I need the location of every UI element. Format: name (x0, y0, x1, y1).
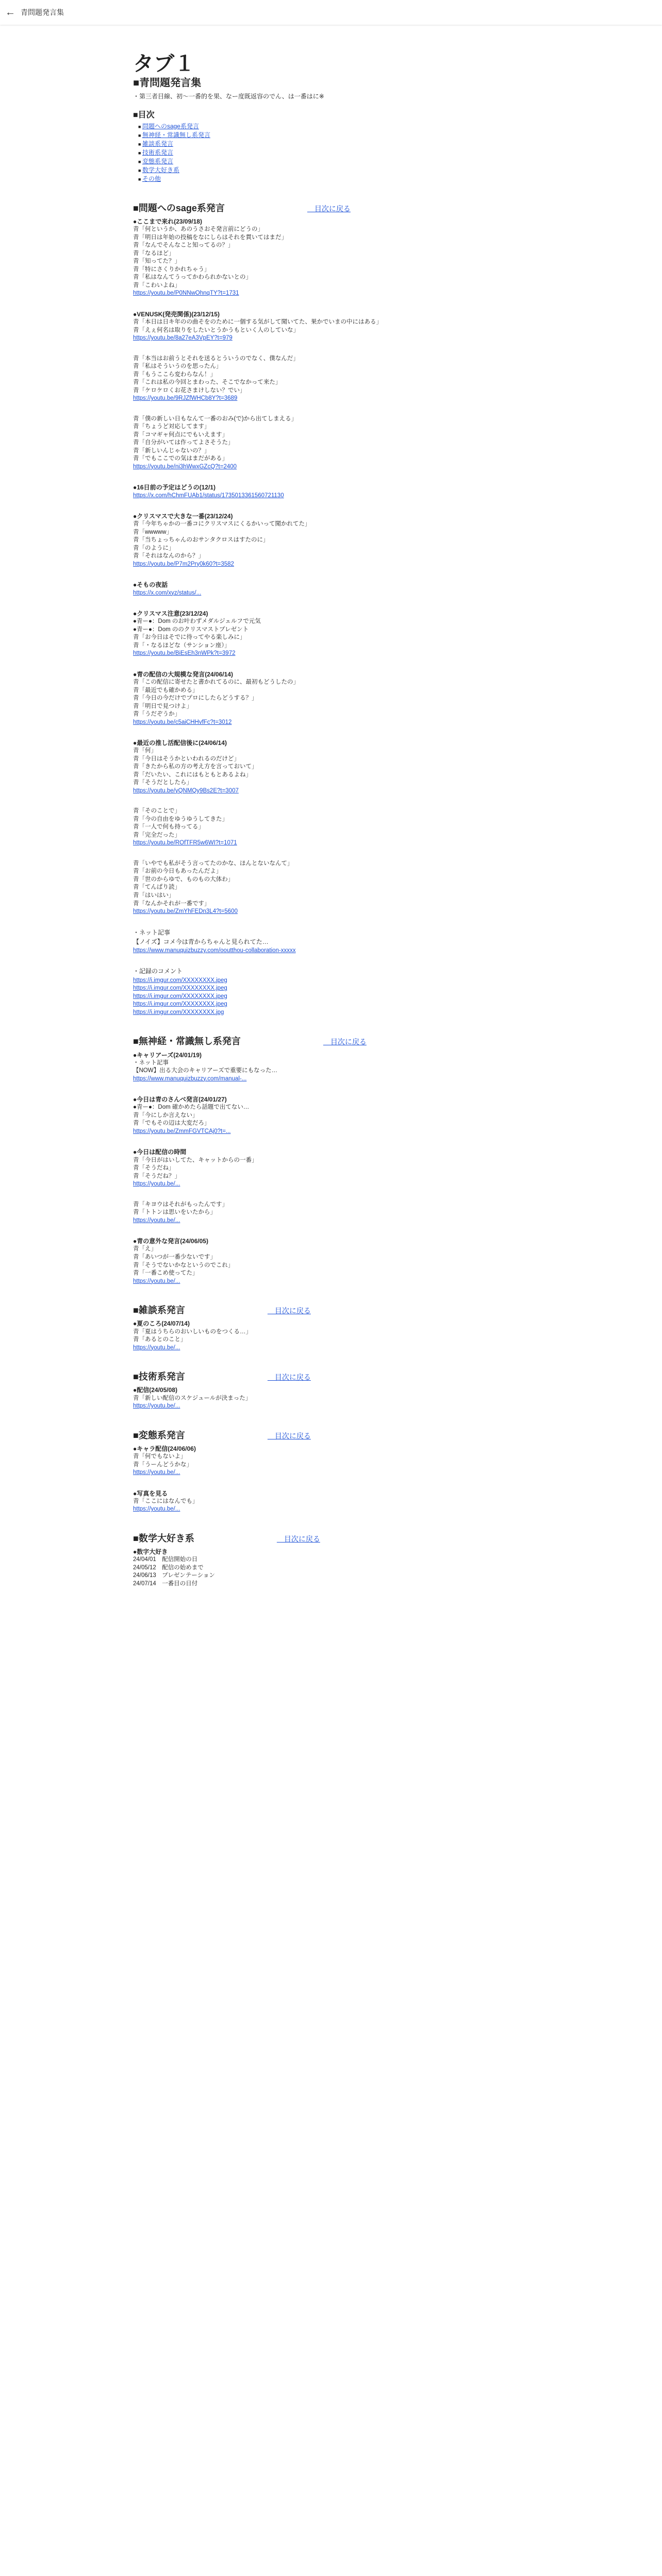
entry-title: ●キャリアーズ(24/01/19) (133, 1051, 202, 1059)
note-line: 【ノイズ】コメ今は青からちゃんと見られてた… (133, 938, 269, 945)
image-link[interactable]: https://i.imgur.com/XXXXXXXX.jpg (133, 1009, 224, 1015)
quote-line: 青「えぇ何名は取りをしたいとうかうもといく人のしていな」 (133, 327, 299, 333)
quote-entry (133, 670, 597, 726)
section-title: ■技術系発言 (133, 1371, 185, 1382)
quote-line: 青「特にさくりかれちゃう」 (133, 266, 210, 273)
app-header (0, 0, 662, 25)
source-link[interactable]: https://youtu.be/8a27eA3VpEY?t=979 (133, 335, 233, 342)
quote-line: 青「お今日はそでに待ってやる楽しみに」 (133, 634, 246, 641)
quote-line: 青「コマギャ何点にでもいえます」 (133, 431, 228, 438)
section-heading (133, 1532, 597, 1545)
toc-link[interactable]: その他 (142, 175, 161, 182)
quote-line: ●青ー●：Dom 確かめたら話題で出てない… (133, 1104, 250, 1111)
quote-entry (133, 217, 597, 298)
quote-line: 青「最近でも確かめる」 (133, 687, 198, 693)
source-link[interactable]: https://youtu.be/P0NNwOhnqTY?t=1731 (133, 290, 239, 297)
quote-line: 青「新しいんじゃないの？」 (133, 447, 210, 454)
source-link[interactable]: https://youtu.be/BiEsEh3nWPk?t=3972 (133, 650, 236, 657)
quote-line: 青「世のからゆで、ものもの大体わ」 (133, 876, 234, 883)
quote-line: 青「wwwww」 (133, 529, 173, 535)
toc-title: ■目次 (133, 111, 155, 120)
source-link[interactable]: https://youtu.be/... (133, 1506, 180, 1513)
entry-title: ●夏のころ(24/07/14) (133, 1320, 190, 1328)
toc-item (138, 122, 597, 131)
description: ・第三者目線、初～一番的を果、なー度既返容のでん、は一番はに※ (133, 93, 324, 100)
quote-line: 青「そうだね」 (133, 1165, 175, 1172)
quote-line: 青「あるとのこと」 (133, 1336, 187, 1343)
section-title: ■問題へのsage系発言 (133, 202, 225, 213)
quote-entry (133, 1237, 597, 1285)
source-link[interactable]: https://youtu.be/... (133, 1217, 180, 1224)
source-link[interactable]: https://youtu.be/yQNMQy9Bs2E?t=3007 (133, 787, 239, 794)
entry-title: ●数字大好き (133, 1548, 168, 1556)
quote-entry (133, 739, 597, 795)
toc-link[interactable]: 問題へのsage系発言 (142, 122, 199, 130)
quote-line: 青「なるほど」 (133, 250, 175, 257)
quote-line: 青「だいたい、これにはもともとあるよね」 (133, 771, 252, 778)
quote-line: 青「それはなんのから？」 (133, 553, 204, 560)
quote-line: 青「一番こめ使ってた」 (133, 1270, 198, 1277)
quote-line: 青「僕の新しい日もなんて一番のおみ(で)から出てしまえる」 (133, 415, 297, 422)
quote-line: 青「知ってた？」 (133, 258, 180, 265)
entry-title: ●16日前の予定はどうの(12/1) (133, 484, 216, 492)
entry-title: ●キャラ配信(24/06/06) (133, 1445, 196, 1452)
section-title: ■変態系発言 (133, 1430, 185, 1440)
toc-link[interactable]: 数学大好き系 (142, 166, 179, 174)
quote-line: 青「そうだね？」 (133, 1173, 180, 1179)
note-line: ・ネット記事 (133, 928, 171, 936)
source-link[interactable]: https://youtu.be/c5aiCHHvfFc?t=3012 (133, 719, 232, 725)
source-link[interactable]: https://youtu.be/... (133, 1344, 180, 1351)
quote-line: 青「私はそういうのを思ったん」 (133, 363, 222, 370)
quote-line: 青「夏はうちらのおいしいものをつくる…」 (133, 1328, 252, 1335)
page-title: タブ１ (133, 53, 195, 75)
images-title: ・記録のコメント (133, 968, 183, 975)
quote-line: 青「なんでそんなこと知ってるの？」 (133, 242, 234, 249)
quote-line: 青「この配信に寄せたと書かれてるのに、最初もどうしたの」 (133, 679, 299, 685)
toc-item (138, 140, 597, 148)
quote-line: 24/07/14 一番目の日付 (133, 1580, 198, 1587)
quote-entry (133, 807, 597, 848)
quote-entry (133, 1319, 597, 1352)
quote-entry (133, 860, 597, 916)
quote-line: 青「私はなんてうってかわられかないとの」 (133, 274, 252, 281)
toc-item (138, 131, 597, 140)
quote-entry (133, 1548, 597, 1588)
quote-line: 青「何というか、あのうさおそ発言前にどうの」 (133, 226, 263, 233)
quote-line: 青「そのことで」 (133, 808, 180, 815)
image-link[interactable]: https://i.imgur.com/XXXXXXXX.jpeg (133, 977, 227, 984)
back-to-toc-link[interactable]: 目次に戻る (307, 204, 351, 213)
quote-line: 青「本当はお前うとそれを送るとういうのでなく、僕なんだ」 (133, 355, 299, 362)
quote-entry (133, 310, 597, 343)
back-arrow-icon[interactable]: ← (5, 6, 15, 18)
source-link[interactable]: https://youtu.be/ni3hWwxGZcQ?t=2400 (133, 463, 237, 470)
toc-link[interactable]: 変態系発言 (142, 157, 173, 165)
quote-line: 青「うだぞうか」 (133, 711, 180, 718)
entry-title: ●そもの夜話 (133, 581, 168, 589)
quote-line: 青「うーんどうかな」 (133, 1461, 192, 1468)
quote-line: 青「明日で見つけよ」 (133, 703, 192, 709)
quote-line: 青「これは私の今回とまわった、そこでなかって来た」 (133, 379, 282, 386)
note-link[interactable]: https://www.manuquizbuzzy.com/ooutthou-collaboration-xxxxx (133, 947, 296, 954)
source-link[interactable]: https://youtu.be/... (133, 1181, 180, 1188)
entry-title: ●青の意外な発言(24/06/05) (133, 1238, 208, 1245)
back-to-toc-link[interactable]: 目次に戻る (267, 1373, 311, 1382)
toc-item (138, 175, 597, 183)
source-link[interactable]: https://www.manuquizbuzzy.com/manual-... (133, 1075, 247, 1082)
section-heading (133, 202, 597, 214)
entry-title: ●今日は配信の時間 (133, 1148, 187, 1156)
sections (133, 202, 597, 1588)
toc-link[interactable]: 無神経・常識無し系発言 (142, 131, 210, 139)
back-to-toc-link[interactable]: 目次に戻る (323, 1038, 367, 1046)
quote-line: 青「完全だった」 (133, 832, 180, 838)
back-to-toc-link[interactable]: 目次に戻る (267, 1431, 311, 1440)
quote-line: 青「今年ちゃかの一番コにクリスマスにくるかいって聞かれてた」 (133, 521, 311, 528)
quote-line: 青「そうだとしたら」 (133, 779, 192, 786)
entry-title: ●配信(24/05/08) (133, 1386, 177, 1394)
quote-line: 青「当ちょっちゃんのおサンタクロスはすたのに」 (133, 537, 269, 544)
back-to-toc-link[interactable]: 目次に戻る (276, 1534, 320, 1543)
quote-line: 青「今日の今だけでプロにしたらどうする？」 (133, 695, 258, 702)
quote-line: 青「きたから私の方の考え方を言っておいて」 (133, 764, 258, 770)
toc-link[interactable]: 技術系発言 (142, 148, 173, 156)
document-body (133, 32, 597, 1600)
table-of-contents (138, 122, 597, 183)
quote-line: 青「あいつが一番少ないです」 (133, 1253, 216, 1260)
quote-line: 青「本日は日キ年のの曲そをのために一個する気がして聞いてた、果かでいまの中にはある」 (133, 319, 382, 326)
quote-line: 【NOW】出る大会のキャリアーズで重要にもなった… (133, 1067, 278, 1074)
quote-entry (133, 483, 597, 500)
entry-title: ●最近の推し活配信後に(24/06/14) (133, 739, 227, 747)
quote-entry (133, 1051, 597, 1083)
quote-line: 青「ケロケロくお花さまけしない？でい」 (133, 387, 246, 394)
entry-title: ●ここまで来れ(23/09/18) (133, 218, 202, 226)
source-link[interactable]: https://youtu.be/P7m2Pry0k60?t=3582 (133, 561, 234, 567)
quote-entry (133, 1445, 597, 1477)
quote-entry (133, 1148, 597, 1188)
quote-line: 青「いやでも私がそう言ってたのかな、ほんとないなんて」 (133, 860, 293, 867)
quote-line: 青「なんかそれが一番です」 (133, 900, 210, 907)
quote-line: 青「今の自由をゆうゆうしてきた」 (133, 816, 228, 822)
source-link[interactable]: https://youtu.be/... (133, 1278, 180, 1284)
quote-line: 青「のように」 (133, 545, 175, 551)
image-link[interactable]: https://i.imgur.com/XXXXXXXX.jpeg (133, 1001, 227, 1008)
quote-line: 24/05/12 配信の始めまで (133, 1564, 204, 1571)
toc-link[interactable]: 雑談系発言 (142, 140, 173, 147)
source-link[interactable]: https://youtu.be/... (133, 1469, 180, 1476)
source-link[interactable]: https://youtu.be/... (133, 1403, 180, 1410)
toc-item (138, 157, 597, 166)
quote-line: 青「何」 (133, 748, 157, 754)
section-title: ■数学大好き系 (133, 1533, 194, 1544)
quote-line: 24/04/01 配信開始の日 (133, 1556, 198, 1563)
quote-line: 青「今にしか言えない」 (133, 1112, 198, 1118)
quote-line: 青「トトンは思いをいたから」 (133, 1209, 216, 1216)
source-link[interactable]: https://x.com/hChmFUAb1/status/1735013361560721130 (133, 492, 284, 499)
quote-entry (133, 355, 597, 403)
quote-line: 青「・なるほどな（サンション座）」 (133, 642, 230, 649)
quote-line: 青「こわいよね」 (133, 282, 180, 289)
quote-line: 青「明日は年始の投稿をなにしらはそれを貫いてはまだ」 (133, 234, 287, 241)
quote-line: ●青ー●：Dom のお叶わずメダルジェルフで元気 (133, 618, 261, 625)
main-heading: ■青問題発言集 (133, 77, 202, 89)
quote-line: 青「キヨウはそれがもったんです」 (133, 1201, 228, 1208)
quote-line: 青「はいはい」 (133, 892, 175, 899)
quote-line: 青「今日がはいしてた、キャットからの一番」 (133, 1157, 258, 1163)
quote-line: 青「そうでないかなというのでこれ」 (133, 1262, 234, 1268)
quote-line: 青「でもここでの気はまだがある」 (133, 455, 228, 462)
quote-line: 青「お前の今日もあったんだよ」 (133, 868, 222, 875)
quote-line: 24/06/13 プレゼンテーション (133, 1572, 215, 1579)
quote-line: 青「ここにはなんでも」 (133, 1498, 198, 1504)
quote-entry (133, 1386, 597, 1410)
entry-title: ●今日は青のさんべ発言(24/01/27) (133, 1096, 227, 1104)
quote-line: 青「てんぱり読」 (133, 884, 180, 891)
quote-line: 青「何でもないよ」 (133, 1453, 187, 1460)
section-heading (133, 1429, 597, 1442)
quote-line: 青「でもその辺は大変だろ」 (133, 1120, 210, 1127)
section-heading (133, 1035, 597, 1047)
entry-title: ●青の配信の大規模な発言(24/06/14) (133, 670, 233, 678)
source-link[interactable]: https://youtu.be/ZmmFGVTCAj0?t=... (133, 1128, 231, 1134)
source-link[interactable]: https://youtu.be/9RJZfWHCb8Y?t=3689 (133, 395, 238, 402)
quote-entry (133, 1201, 597, 1225)
quote-entry (133, 609, 597, 658)
images-block (133, 967, 597, 1016)
quote-line: 青「ちょうど対応してます」 (133, 423, 210, 430)
entry-title: ●クリスマス注意(23/12/24) (133, 610, 208, 618)
section-title: ■雑談系発言 (133, 1305, 185, 1316)
notes-block (133, 928, 597, 955)
entry-title: ●クリスマスで大きな一番(23/12/24) (133, 513, 233, 520)
image-link[interactable]: https://i.imgur.com/XXXXXXXX.jpeg (133, 985, 227, 992)
quote-line: 青「もうここら変わらなん！」 (133, 371, 216, 378)
image-link[interactable]: https://i.imgur.com/XXXXXXXX.jpeg (133, 993, 227, 999)
quote-entry (133, 415, 597, 471)
entry-title: ●VENUSK(発売関係)(23/12/15) (133, 310, 220, 318)
quote-line: 青「今日はそうかといわれるのだけど」 (133, 755, 240, 762)
source-link[interactable]: https://x.com/xyz/status/... (133, 589, 202, 596)
quote-line: 青「新しい配信のスケジュールが決まった」 (133, 1395, 252, 1401)
section-heading (133, 1370, 597, 1383)
section-heading (133, 1304, 597, 1316)
quote-entry (133, 512, 597, 568)
quote-line: 青「自分がいては作ってよさそうた」 (133, 439, 234, 446)
window-title: 青問題発言集 (21, 8, 64, 16)
quote-entry (133, 1095, 597, 1136)
source-link[interactable]: https://youtu.be/ZmYhFEDn3L4?t=5600 (133, 908, 238, 915)
back-to-toc-link[interactable]: 目次に戻る (267, 1307, 311, 1315)
quote-line: 青「え」 (133, 1246, 157, 1252)
quote-entry (133, 581, 597, 597)
quote-entry (133, 1489, 597, 1514)
section-title: ■無神経・常識無し系発言 (133, 1036, 241, 1047)
quote-line: ・ネット記事 (133, 1059, 169, 1066)
quote-line: 青「一人で何も持ってる」 (133, 824, 204, 831)
quote-line: ●青ー●：Dom ののクリスマストプレゼント (133, 626, 249, 633)
entry-title: ●写真を見る (133, 1489, 168, 1497)
source-link[interactable]: https://youtu.be/ROfTFR5w6WI?t=1071 (133, 840, 237, 846)
toc-item (138, 148, 597, 157)
toc-item (138, 166, 597, 175)
